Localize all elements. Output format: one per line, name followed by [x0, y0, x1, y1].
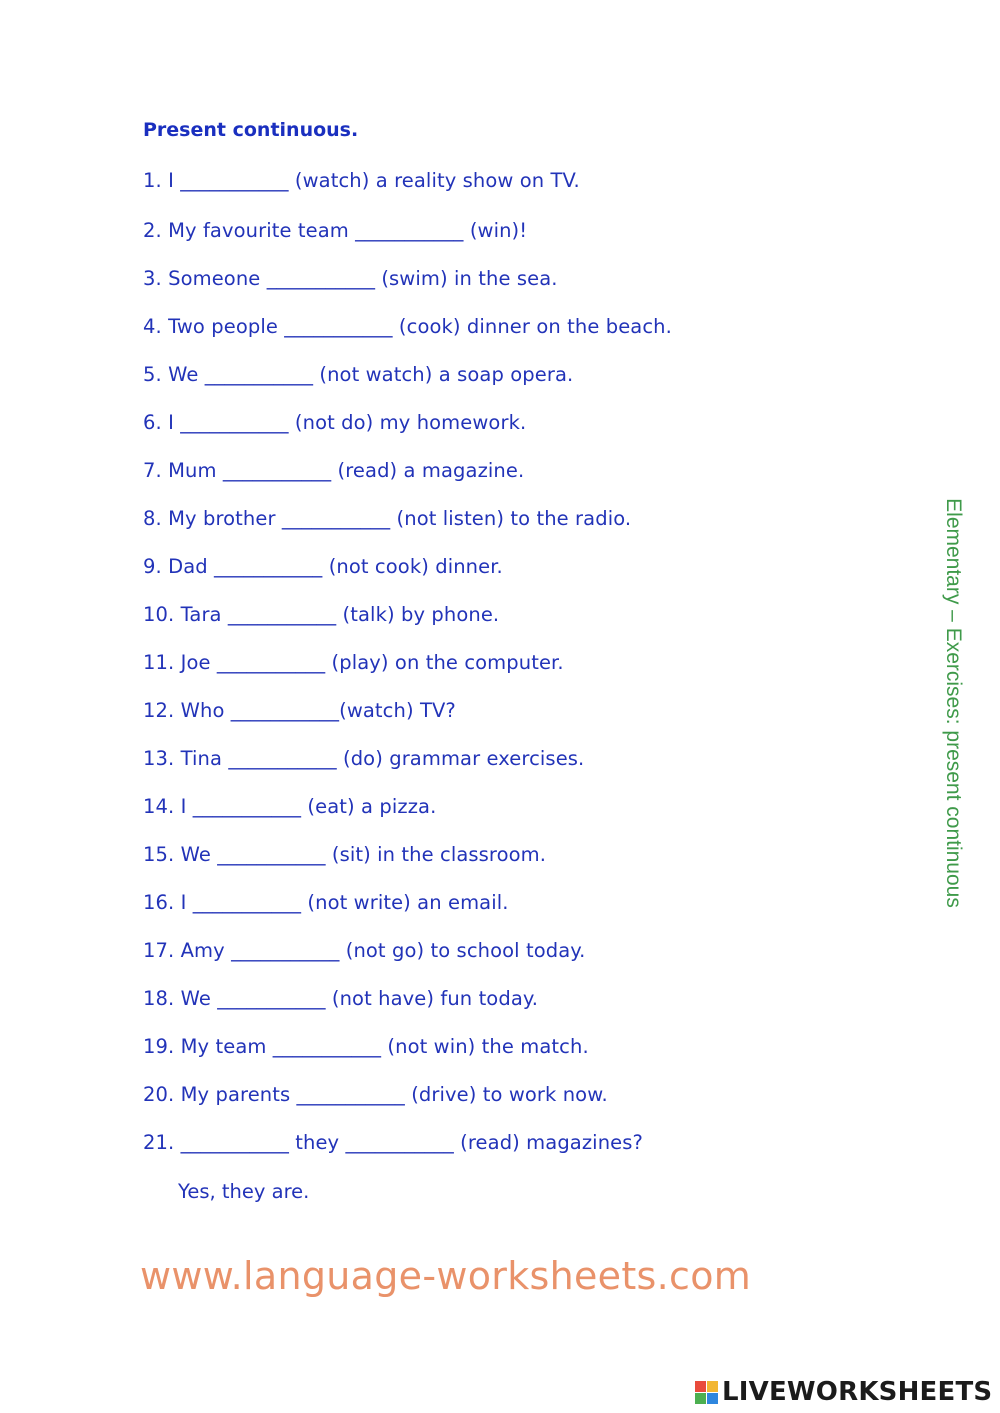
answer-line: Yes, they are.: [178, 1180, 310, 1203]
exercise-line: 15. We ___________ (sit) in the classroom.: [143, 843, 547, 866]
exercise-line: 13. Tina ___________ (do) grammar exercises.: [143, 747, 585, 770]
exercise-line: 11. Joe ___________ (play) on the computer.: [143, 651, 564, 674]
liveworksheets-icon: [695, 1381, 718, 1404]
exercise-line: 16. I ___________ (not write) an email.: [143, 891, 509, 914]
exercise-line: 17. Amy ___________ (not go) to school today.: [143, 939, 586, 962]
exercise-line: 18. We ___________ (not have) fun today.: [143, 987, 539, 1010]
logo-square-green: [695, 1393, 706, 1404]
logo-square-yellow: [707, 1381, 718, 1392]
exercise-line: 4. Two people ___________ (cook) dinner on the beach.: [143, 315, 672, 338]
exercise-line: 21. ___________ they ___________ (read) magazines?: [143, 1131, 643, 1154]
exercise-line: 12. Who ___________(watch) TV?: [143, 699, 456, 722]
exercise-line: 3. Someone ___________ (swim) in the sea.: [143, 267, 558, 290]
logo-text: LIVEWORKSHEETS: [722, 1377, 993, 1407]
exercise-line: 5. We ___________ (not watch) a soap opera.: [143, 363, 574, 386]
exercise-line: 7. Mum ___________ (read) a magazine.: [143, 459, 525, 482]
worksheet-title: Present continuous.: [143, 119, 359, 141]
footer-url: www.language-worksheets.com: [140, 1254, 752, 1298]
exercise-line: 14. I ___________ (eat) a pizza.: [143, 795, 437, 818]
exercise-line: 6. I ___________ (not do) my homework.: [143, 411, 527, 434]
liveworksheets-logo: [695, 1374, 992, 1410]
exercise-line: 1. I ___________ (watch) a reality show on TV.: [143, 169, 580, 192]
exercise-line: 2. My favourite team ___________ (win)!: [143, 219, 528, 242]
exercise-line: 20. My parents ___________ (drive) to work now.: [143, 1083, 608, 1106]
exercise-line: 10. Tara ___________ (talk) by phone.: [143, 603, 500, 626]
logo-square-red: [695, 1381, 706, 1392]
exercise-line: 19. My team ___________ (not win) the match.: [143, 1035, 589, 1058]
logo-square-blue: [707, 1393, 718, 1404]
exercise-line: 8. My brother ___________ (not listen) to the radio.: [143, 507, 632, 530]
exercise-line: 9. Dad ___________ (not cook) dinner.: [143, 555, 503, 578]
side-caption: Elementary – Exercises: present continuous: [942, 498, 965, 908]
